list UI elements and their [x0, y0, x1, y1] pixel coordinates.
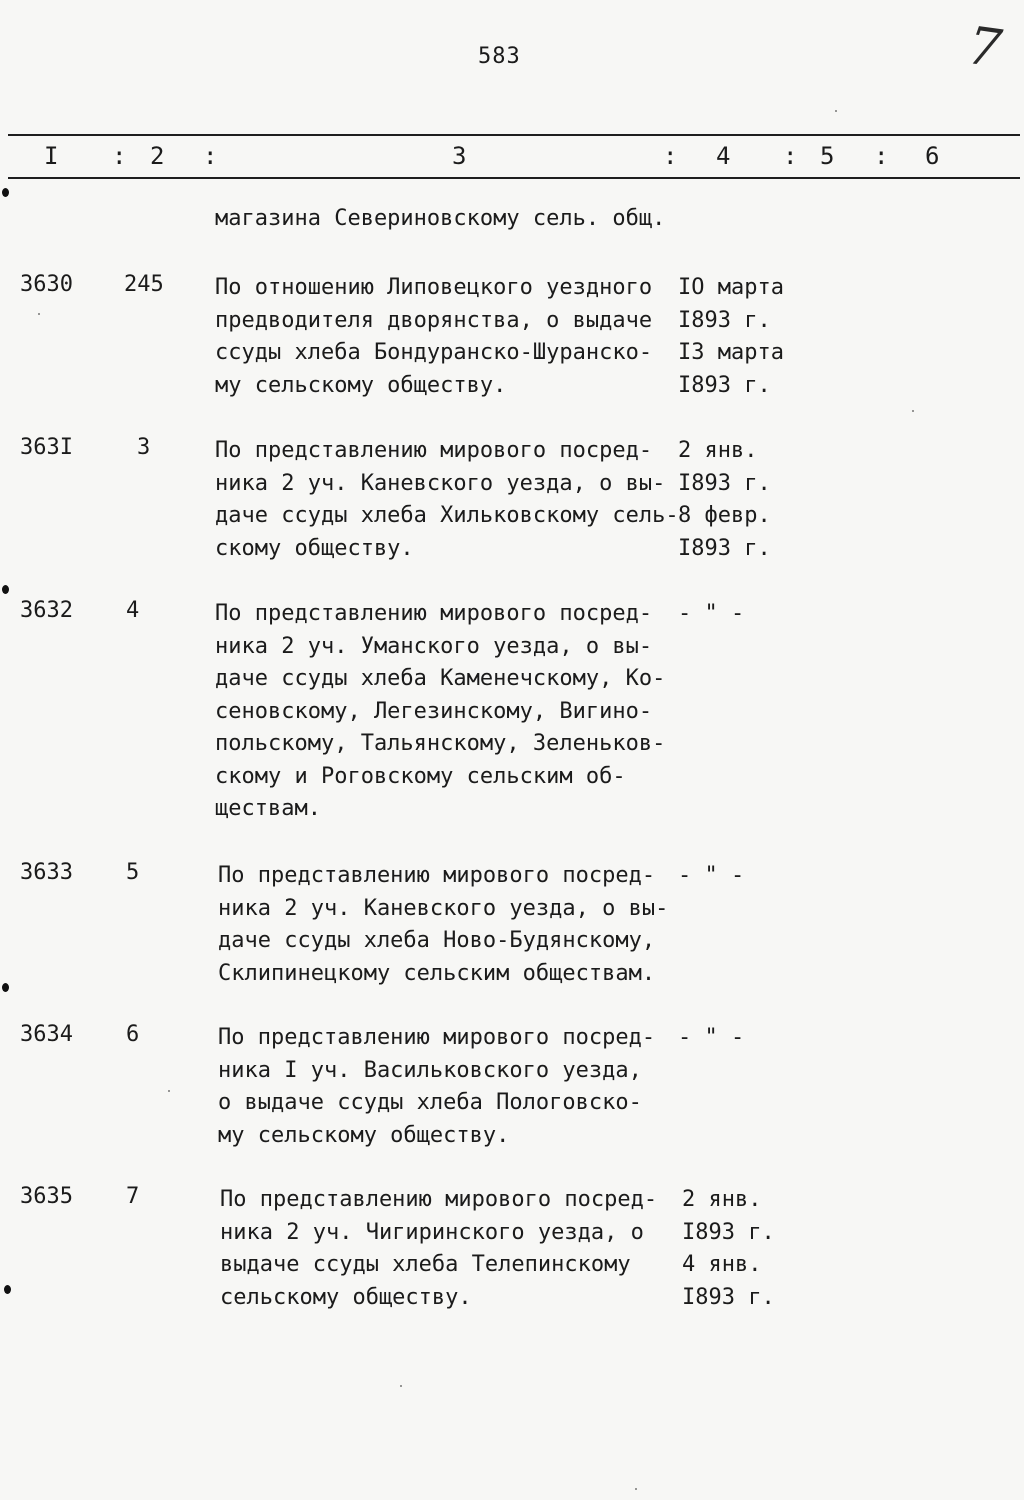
scan-hole-mark [4, 1285, 11, 1294]
entry-number: 363I [20, 435, 73, 460]
handwritten-folio-number: 7 [963, 15, 1006, 81]
entry-number: 3634 [20, 1022, 73, 1047]
scan-speck [912, 410, 914, 412]
column-header-5: 5 [820, 142, 835, 170]
entry-dates: - " - [678, 1025, 745, 1050]
column-separator: : [203, 142, 218, 170]
column-header-4: 4 [716, 142, 731, 170]
entry-sheet: 3 [137, 435, 151, 460]
column-header-1: I [44, 142, 59, 170]
entry-sheet: 6 [126, 1022, 140, 1047]
column-separator: : [783, 142, 798, 170]
entry-description: По представлению мирового посред- ника 2 уч. Чигиринского уезда, о выдаче ссуды хлеба Телепинскому сельскому обществу. [220, 1187, 658, 1310]
entry-description: По отношению Липовецкого уездного предводителя дворянства, о выдаче ссуды хлеба Бондуранско-Шуранско- му сельскому обществу. [215, 275, 653, 398]
column-header-2: 2 [150, 142, 165, 170]
entry-dates: 2 янв. I893 г. 4 янв. I893 г. [682, 1187, 775, 1310]
entry-dates: - " - [678, 863, 745, 888]
column-separator: : [112, 142, 127, 170]
entry-number: 3630 [20, 272, 73, 297]
entry-dates: - " - [678, 601, 745, 626]
scan-hole-mark [2, 188, 9, 197]
scan-hole-mark [2, 983, 9, 992]
entry-dates: IO марта I893 г. I3 марта I893 г. [678, 275, 784, 398]
column-header-6: 6 [925, 142, 940, 170]
column-separator: : [874, 142, 889, 170]
entry-description: По представлению мирового посред- ника 2 уч. Каневского уезда, о вы- даче ссуды хлеба Хильковскому сель- скому обществу. [215, 438, 679, 561]
page-number: 583 [478, 44, 521, 69]
scan-speck [168, 1090, 170, 1092]
header-top-rule [8, 134, 1020, 136]
scan-speck [635, 1488, 637, 1490]
entry-description: По представлению мирового посред- ника 2 уч. Каневского уезда, о вы- даче ссуды хлеба Ново-Будянскому, Склипинецкому сельским обществам. [218, 863, 669, 986]
scan-speck [835, 110, 837, 112]
entry-number: 3632 [20, 598, 73, 623]
entry-sheet: 5 [126, 860, 140, 885]
scan-speck [38, 313, 40, 315]
column-separator: : [663, 142, 678, 170]
entry-dates: 2 янв. I893 г. 8 февр. I893 г. [678, 438, 771, 561]
scan-speck [400, 1385, 402, 1387]
entry-description: По представлению мирового посред- ника I уч. Васильковского уезда, о выдаче ссуды хлеба Пологовско- му сельскому обществу. [218, 1025, 656, 1148]
entry-number: 3635 [20, 1184, 73, 1209]
entry-number: 3633 [20, 860, 73, 885]
column-header-3: 3 [452, 142, 467, 170]
entry-sheet: 7 [126, 1184, 140, 1209]
header-bottom-rule [8, 177, 1020, 179]
entry-description: По представлению мирового посред- ника 2 уч. Уманского уезда, о вы- даче ссуды хлеба Каменечскому, Ко- сеновскому, Легезинскому, Вигино- польскому, Тальянскому, Зеленьков- скому и Роговскому сельским об- ществам. [215, 601, 666, 821]
entry-sheet: 245 [124, 272, 164, 297]
entry-sheet: 4 [126, 598, 140, 623]
continuation-text: магазина Севериновскому сель. общ. [215, 206, 666, 231]
scan-hole-mark [2, 585, 9, 594]
